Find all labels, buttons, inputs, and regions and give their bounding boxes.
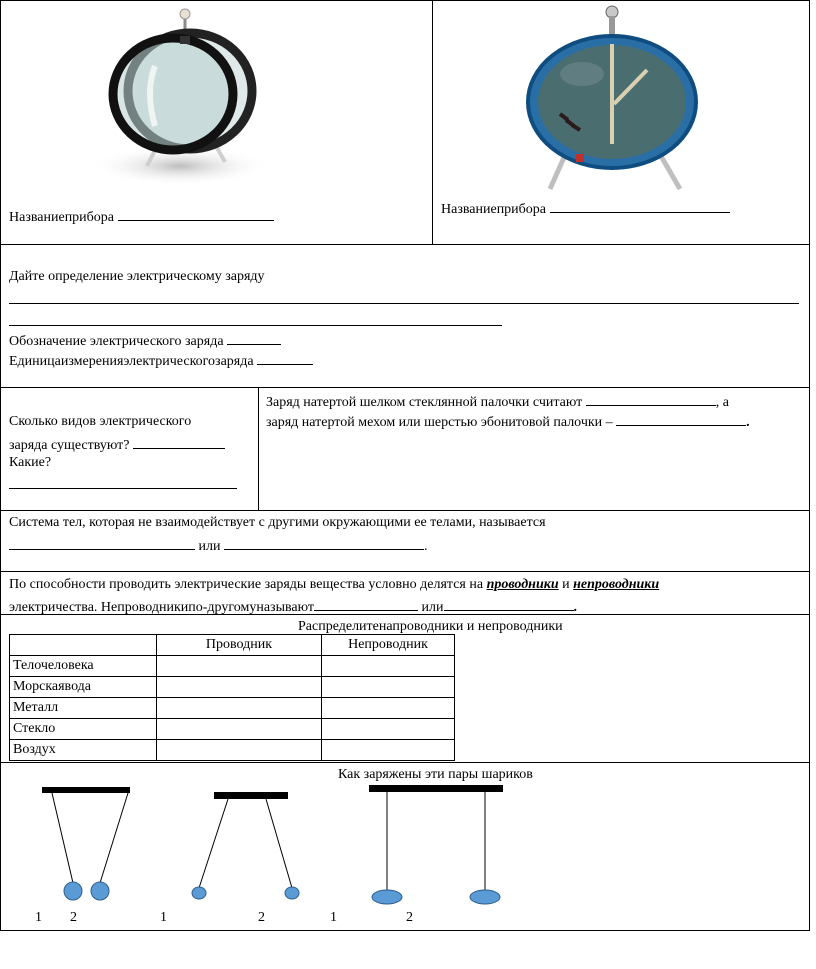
table-cell-nonconductor[interactable] <box>322 677 455 698</box>
table-row <box>10 698 455 719</box>
glass-text: Заряд натертой шелком стеклянной палочки считают <box>266 395 583 410</box>
definition-prompt: Дайте определение электрическому заряду <box>9 269 265 284</box>
device-left-label: Названиеприбора <box>9 210 115 225</box>
balls-title: Как заряжены эти пары шариков <box>338 767 533 782</box>
table-row-label: Стекло <box>10 719 157 740</box>
charged-ball <box>285 887 299 899</box>
pendulum-pair-3 <box>365 783 510 908</box>
glass-tail: , а <box>715 395 729 410</box>
kinds-which-answer-line[interactable] <box>9 488 237 489</box>
row-divider <box>0 244 810 245</box>
system-end: . <box>423 539 428 554</box>
table-row-label: Телочеловека <box>10 656 157 677</box>
col-divider <box>258 387 259 510</box>
table-row <box>10 656 455 677</box>
table-cell-conductor[interactable] <box>157 719 322 740</box>
row-divider <box>0 571 810 572</box>
system-answer-field-1[interactable] <box>9 535 195 550</box>
table-cell-nonconductor[interactable] <box>322 698 455 719</box>
pendulum-pair-1 <box>40 785 135 905</box>
table-header-conductor: Проводник <box>157 635 322 656</box>
electroscope-image <box>522 4 702 192</box>
conductors-line2 <box>9 596 577 617</box>
ebonite-text: заряд натертой мехом или шерстью эбонитовой палочки – <box>266 415 613 430</box>
system-answer-field-2[interactable] <box>224 535 424 550</box>
ball-label: 2 <box>70 910 77 925</box>
electrometer-image <box>85 6 275 186</box>
table-cell-nonconductor[interactable] <box>322 719 455 740</box>
device-left-answer-field[interactable] <box>118 206 274 221</box>
pendulum-pair-2 <box>190 790 305 905</box>
system-answer-row <box>9 535 427 556</box>
unit-answer-field[interactable] <box>257 350 313 365</box>
ebonite-row <box>266 411 750 432</box>
thread <box>266 799 292 888</box>
device-right-name <box>441 198 730 219</box>
unit-label: Единицаизмеренияэлектрическогозаряда <box>9 354 254 369</box>
kinds-question-line2 <box>9 434 225 455</box>
ball-label: 1 <box>35 910 42 925</box>
ball-label: 2 <box>258 910 265 925</box>
ball-label: 1 <box>160 910 167 925</box>
frame-right <box>809 0 810 930</box>
glass-answer-field[interactable] <box>586 391 716 406</box>
table-row-label: Воздух <box>10 740 157 761</box>
table-row <box>10 740 455 761</box>
charged-ball <box>64 882 82 900</box>
ebonite-tail: . <box>746 415 750 430</box>
definition-answer-line-2[interactable] <box>9 325 502 326</box>
table-header-empty <box>10 635 157 656</box>
table-header-row <box>10 635 455 656</box>
notation-row <box>9 330 281 351</box>
conductors-line2-text: электричества. Непроводникипо-другомуназывают <box>9 600 315 615</box>
device-right-answer-field[interactable] <box>550 198 730 213</box>
thread <box>100 793 128 883</box>
row-divider <box>0 387 810 388</box>
conductors-answer-field-1[interactable] <box>314 596 418 611</box>
table-row-label: Морскаявода <box>10 677 157 698</box>
frame-bottom <box>0 930 810 931</box>
frame-left <box>0 0 1 930</box>
definition-answer-line-1[interactable] <box>9 303 799 304</box>
table-cell-conductor[interactable] <box>157 740 322 761</box>
table-title: Распределитенапроводники и непроводники <box>298 619 563 634</box>
frame-top <box>0 0 810 1</box>
kinds-which: Какие? <box>9 455 52 470</box>
conductors-answer-field-2[interactable] <box>444 596 574 611</box>
support-bar <box>214 792 288 799</box>
charged-ball <box>91 882 109 900</box>
ball-label: 2 <box>406 910 413 925</box>
row-divider <box>0 510 810 511</box>
system-text: Система тел, которая не взаимодействует с другими окружающими ее телами, называется <box>9 515 546 530</box>
system-or: или <box>198 539 221 554</box>
glass-row <box>266 391 729 412</box>
table-cell-nonconductor[interactable] <box>322 656 455 677</box>
col-divider <box>432 0 433 244</box>
notation-answer-field[interactable] <box>227 330 281 345</box>
device-left-name <box>9 206 274 227</box>
conductors-text: По способности проводить электрические заряды вещества условно делятся на <box>9 577 484 592</box>
notation-label: Обозначение электрического заряда <box>9 334 224 349</box>
ebonite-answer-field[interactable] <box>616 411 746 426</box>
table-row-label: Металл <box>10 698 157 719</box>
table-cell-nonconductor[interactable] <box>322 740 455 761</box>
conductors-table <box>9 634 455 761</box>
support-bar <box>369 785 503 792</box>
kinds-question-line1: Сколько видов электрического <box>9 414 192 429</box>
charged-ball <box>470 890 500 904</box>
unit-row <box>9 350 313 371</box>
ball-label: 1 <box>330 910 337 925</box>
charged-ball <box>192 887 206 899</box>
thread <box>199 799 228 888</box>
table-row <box>10 677 455 698</box>
kinds-question-text: заряда существуют? <box>9 438 130 453</box>
table-cell-conductor[interactable] <box>157 656 322 677</box>
conductors-end: . <box>573 600 577 615</box>
table-row <box>10 719 455 740</box>
conductors-word1: проводники <box>486 577 559 592</box>
thread <box>52 793 73 883</box>
table-header-nonconductor: Непроводник <box>322 635 455 656</box>
conductors-or: или <box>421 600 444 615</box>
conductors-line1 <box>9 576 659 594</box>
device-right-label: Названиеприбора <box>441 202 547 217</box>
charged-ball <box>372 890 402 904</box>
table-cell-conductor[interactable] <box>157 677 322 698</box>
conductors-and: и <box>562 577 570 592</box>
conductors-word2: непроводники <box>573 577 660 592</box>
support-bar <box>42 787 130 793</box>
table-cell-conductor[interactable] <box>157 698 322 719</box>
kinds-count-field[interactable] <box>133 434 225 449</box>
row-divider <box>0 762 810 763</box>
